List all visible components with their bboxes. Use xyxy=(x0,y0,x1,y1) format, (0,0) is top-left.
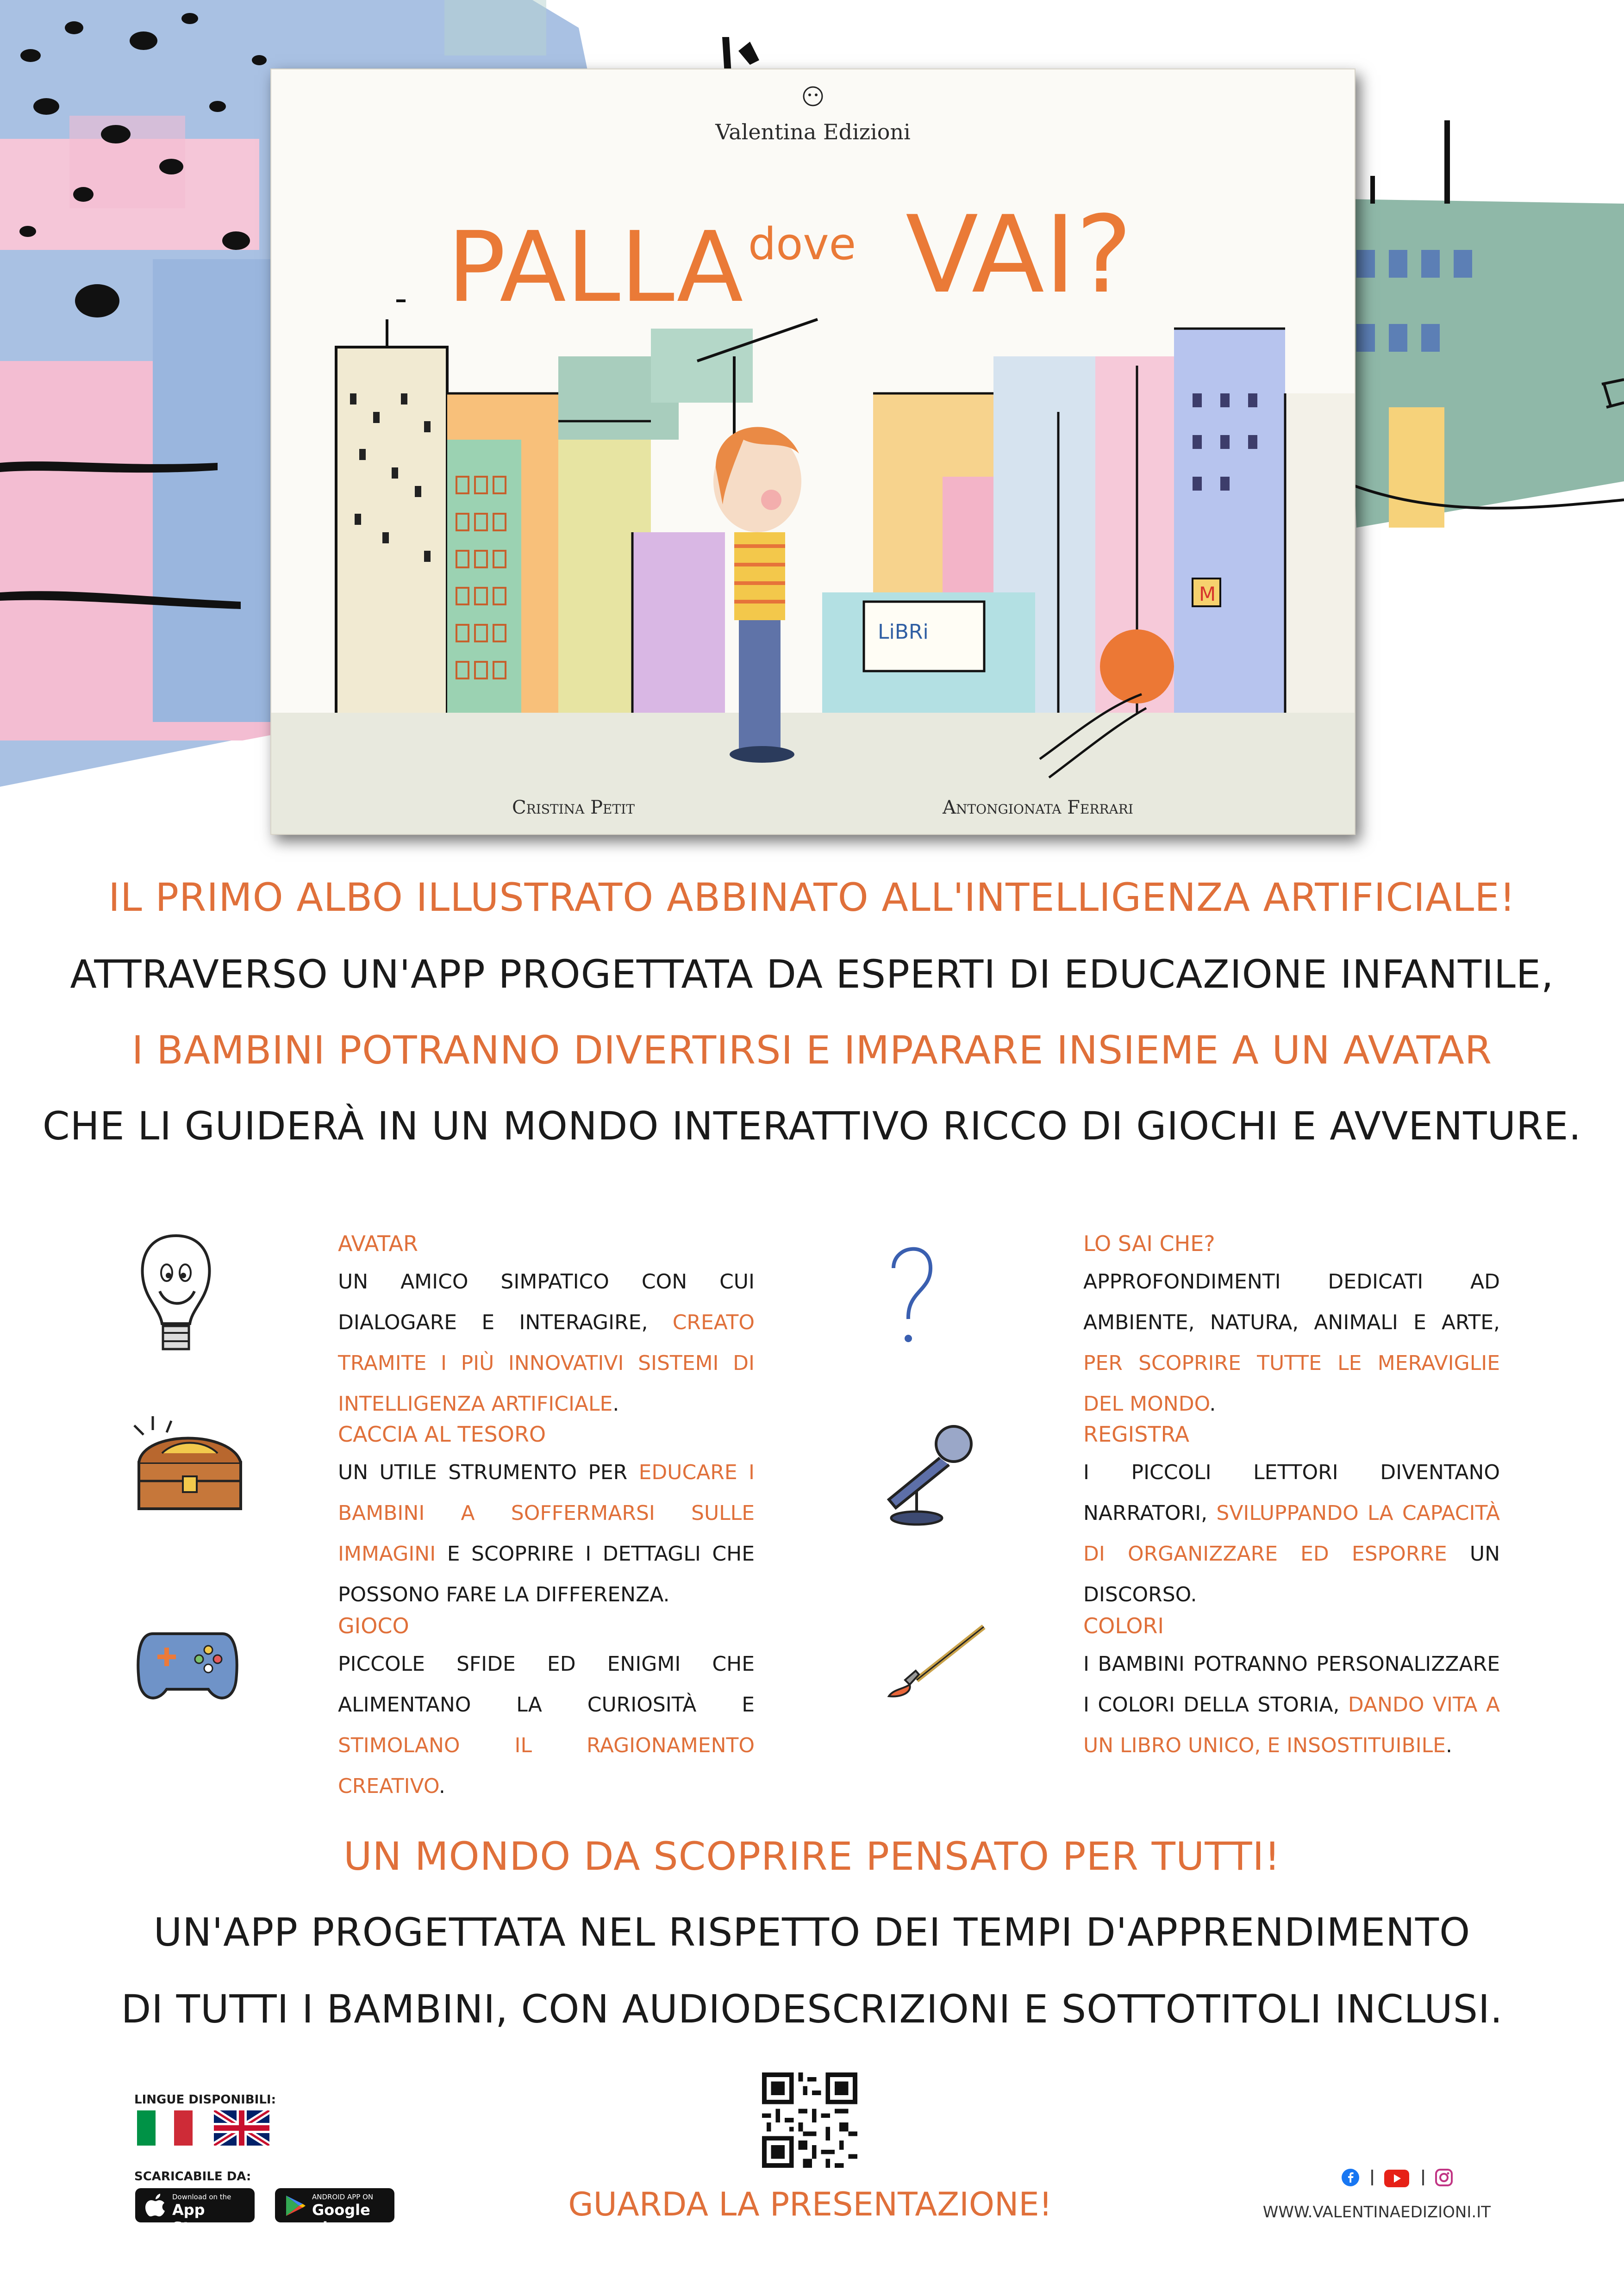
feature-gioco xyxy=(338,1613,755,1807)
feature-lo-sai-che xyxy=(1083,1231,1500,1425)
outro-line-3: DI TUTTI I BAMBINI, CON AUDIODESCRIZIONI E SOTTOTITOLI INCLUSI. xyxy=(121,1986,1503,2032)
feature-avatar xyxy=(338,1231,755,1425)
youtube-icon[interactable] xyxy=(1384,2170,1409,2187)
feature-title: CACCIA AL TESORO xyxy=(338,1422,546,1447)
intro-line-2: ATTRAVERSO UN'APP PROGETTATA DA ESPERTI DI EDUCAZIONE INFANTILE, xyxy=(70,952,1554,997)
languages-label: LINGUE DISPONIBILI: xyxy=(134,2093,276,2107)
feature-title: LO SAI CHE? xyxy=(1083,1231,1215,1256)
google-play-icon xyxy=(285,2195,306,2217)
feature-caccia-al-tesoro xyxy=(338,1422,755,1615)
author-right: Antongionata Ferrari xyxy=(943,797,1133,818)
intro-line-1: IL PRIMO ALBO ILLUSTRATO ABBINATO ALL'INTELLIGENZA ARTIFICIALE! xyxy=(108,875,1516,920)
italian-flag-icon[interactable] xyxy=(137,2110,193,2146)
download-label: SCARICABILE DA: xyxy=(134,2170,251,2184)
facebook-icon[interactable] xyxy=(1342,2169,1359,2186)
qr-code[interactable] xyxy=(762,2072,857,2168)
google-play-badge[interactable] xyxy=(275,2188,394,2236)
google-play-big-text: Google play xyxy=(312,2201,370,2236)
app-store-small-text: Download on the xyxy=(172,2193,231,2201)
feature-description: APPROFONDIMENTI DEDICATI AD AMBIENTE, NATURA, ANIMALI E ARTE, PER SCOPRIRE TUTTE LE MERAVIGLIE DEL MONDO. xyxy=(1083,1270,1500,1416)
lightbulb-face-icon xyxy=(134,1231,218,1361)
outro-line-1: UN MONDO DA SCOPRIRE PENSATO PER TUTTI! xyxy=(343,1834,1281,1879)
feature-description: UN UTILE STRUMENTO PER EDUCARE I BAMBINI A SOFFERMARSI SULLE IMMAGINI E SCOPRIRE I DETTAGLI CHE POSSONO FARE LA DIFFERENZA. xyxy=(338,1461,755,1606)
feature-title: COLORI xyxy=(1083,1613,1164,1638)
microphone-icon xyxy=(880,1421,977,1527)
question-mark-icon xyxy=(884,1240,940,1351)
feature-registra xyxy=(1083,1422,1500,1615)
social-divider xyxy=(1422,2170,1424,2185)
treasure-chest-icon xyxy=(125,1412,255,1518)
google-play-small-text: ANDROID APP ON xyxy=(312,2193,374,2201)
cover-title-word3: VAI? xyxy=(906,193,1132,317)
outro-line-2: UN'APP PROGETTATA NEL RISPETTO DEI TEMPI D'APPRENDIMENTO xyxy=(153,1910,1471,1955)
metro-sign-text: M xyxy=(1199,583,1216,605)
cover-title-word1: PALLA xyxy=(447,211,743,324)
intro-line-3: I BAMBINI POTRANNO DIVERTIRSI E IMPARARE INSIEME A UN AVATAR xyxy=(131,1027,1493,1073)
qr-caption: GUARDA LA PRESENTAZIONE! xyxy=(568,2185,1052,2223)
feature-description: I BAMBINI POTRANNO PERSONALIZZARE I COLORI DELLA STORIA, DANDO VITA A UN LIBRO UNICO, E INSOSTITUIBILE. xyxy=(1083,1652,1500,1757)
instagram-icon[interactable] xyxy=(1435,2169,1453,2186)
cover-title-word2: dove xyxy=(748,219,856,270)
website-link[interactable]: WWW.VALENTINAEDIZIONI.IT xyxy=(1262,2203,1491,2221)
feature-description: I PICCOLI LETTORI DIVENTANO NARRATORI, SVILUPPANDO LA CAPACITÀ DI ORGANIZZARE ED ESPORRE UN DISCORSO. xyxy=(1083,1461,1500,1606)
gamepad-icon xyxy=(134,1620,241,1708)
app-store-big-text: App Store xyxy=(172,2201,218,2236)
feature-title: AVATAR xyxy=(338,1231,418,1256)
cover-illustration xyxy=(271,69,1355,834)
feature-description: PICCOLE SFIDE ED ENIGMI CHE ALIMENTANO LA CURIOSITÀ E STIMOLANO IL RAGIONAMENTO CREATIVO. xyxy=(338,1652,755,1798)
app-store-badge[interactable] xyxy=(135,2188,255,2236)
uk-flag-icon[interactable] xyxy=(214,2110,269,2146)
feature-colori xyxy=(1083,1613,1500,1766)
shop-sign-text: LiBRi xyxy=(878,620,929,644)
feature-title: GIOCO xyxy=(338,1613,409,1638)
apple-icon xyxy=(145,2194,166,2217)
feature-description: UN AMICO SIMPATICO CON CUI DIALOGARE E INTERAGIRE, CREATO TRAMITE I PIÙ INNOVATIVI SISTEMI DI INTELLIGENZA ARTIFICIALE. xyxy=(338,1270,755,1416)
social-divider xyxy=(1371,2170,1373,2185)
publisher-name: Valentina Edizioni xyxy=(715,119,911,144)
feature-title: REGISTRA xyxy=(1083,1422,1190,1447)
intro-line-4: CHE LI GUIDERÀ IN UN MONDO INTERATTIVO RICCO DI GIOCHI E AVVENTURE. xyxy=(42,1103,1582,1149)
paintbrush-icon xyxy=(884,1620,991,1703)
book-cover xyxy=(270,68,1355,835)
author-left: Cristina Petit xyxy=(512,797,635,818)
